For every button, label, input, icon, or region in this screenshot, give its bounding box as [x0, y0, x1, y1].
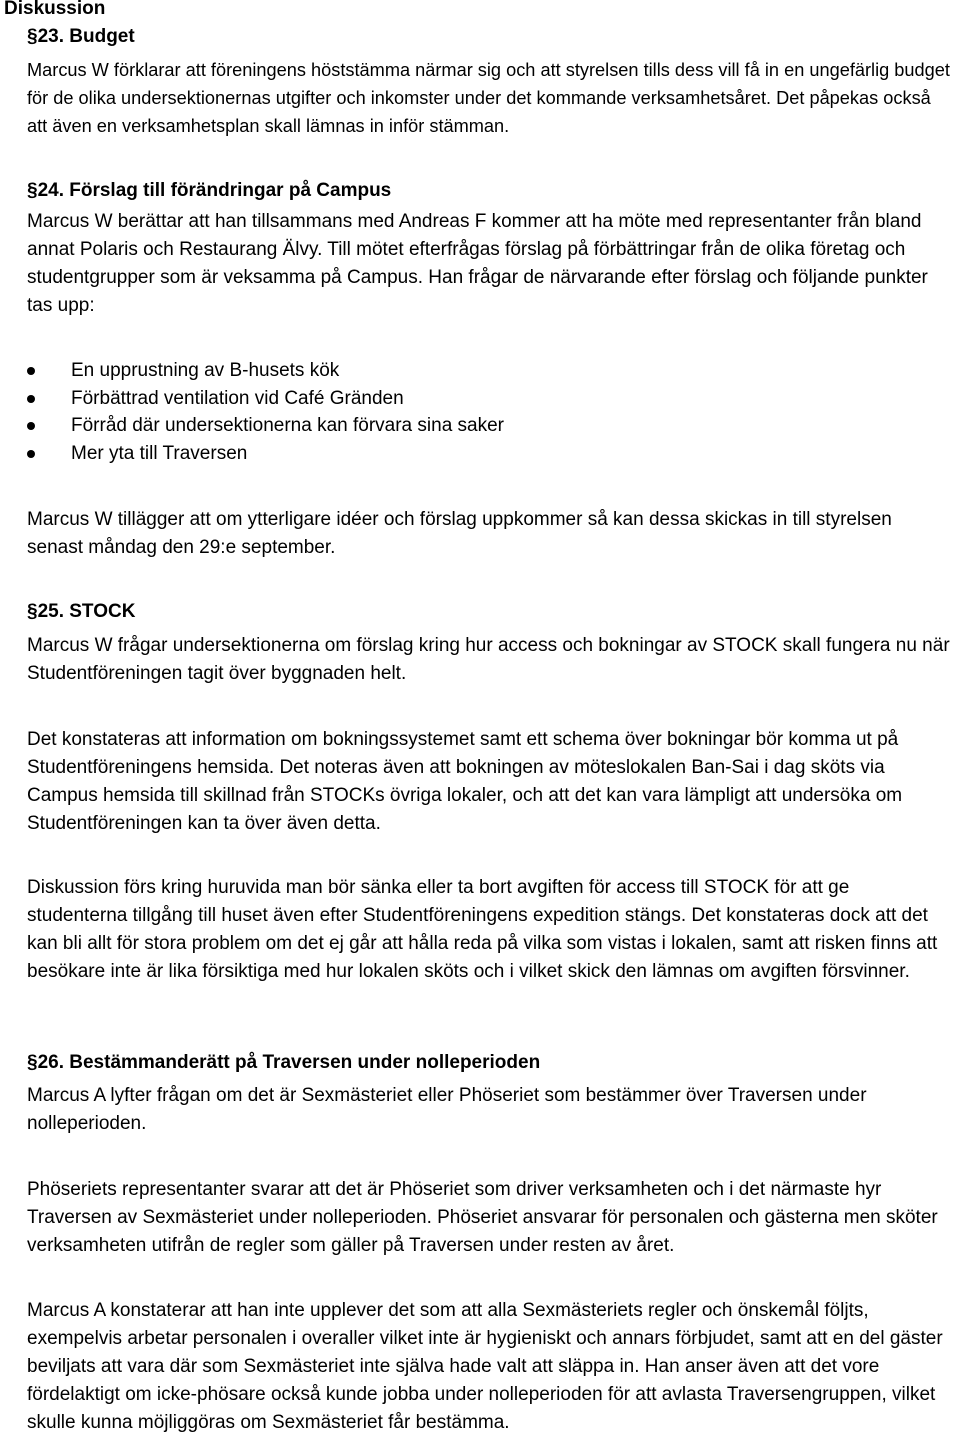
list-item-text: Förbättrad ventilation vid Café Gränden: [71, 387, 404, 409]
bullet-icon: [27, 395, 35, 403]
section-26-paragraph-2: Phöseriets representanter svarar att det är Phöseriet som driver verksamheten och i det närmaste hyr Traversen av Sexmästeriet under nolleperioden. Phöseriet ansvarar för personalen och gästerna men sköter verksamheten utifrån de regler som gäller på Traversen under resten av året.: [27, 1179, 938, 1256]
list-item: [27, 357, 504, 385]
section-24-bullet-list: [27, 357, 504, 467]
bullet-icon: [27, 450, 35, 458]
list-item: [27, 385, 504, 413]
section-25-paragraph-1: Marcus W frågar undersektionerna om förslag kring hur access och bokningar av STOCK skall fungera nu när Studentföreningen tagit över byggnaden helt.: [27, 635, 950, 684]
section-26-paragraph-3: Marcus A konstaterar att han inte upplever det som att alla Sexmästeriets regler och önskemål följts, exempelvis arbetar personalen i overaller vilket inte är hygieniskt och annars förbjudet, samt att en del gäster beviljats att vara där som Sexmästeriet inte själva hade valt att släppa in. Han anser även att det vore fördelaktigt om icke-phösare också kunde jobba under nolleperioden för att avlasta Traversengruppen, vilket skulle kunna möjliggöras om Sexmästeriet får bestämma.: [27, 1300, 943, 1433]
section-25-paragraph-3: Diskussion förs kring huruvida man bör sänka eller ta bort avgiften för access till STOCK för att ge studenterna tillgång till huset även efter Studentföreningens expedition stängs. Det konstateras dock att det kan bli allt för stora problem om det ej går att hålla reda på vilka som vistas i lokalen, samt att risken finns att besökare inte är lika försiktiga med hur lokalen sköts och i vilket skick den lämnas om avgiften försvinner.: [27, 877, 938, 982]
section-24-heading: §24. Förslag till förändringar på Campus: [27, 180, 392, 201]
discussion-heading: Diskussion: [4, 0, 106, 19]
list-item-text: En upprustning av B-husets kök: [71, 360, 340, 381]
section-25-paragraph-2: Det konstateras att information om bokningssystemet samt ett schema över bokningar bör komma ut på Studentföreningens hemsida. Det noteras även att bokningen av möteslokalen Ban-Sai i dag sköts via Campus hemsida till skillnad från STOCKs övriga lokaler, och att det kan vara lämpligt att undersöka om Studentföreningen kan ta över även detta.: [27, 729, 903, 834]
section-25-heading: §25. STOCK: [27, 601, 136, 622]
section-24-paragraph-1: Marcus W berättar att han tillsammans med Andreas F kommer att ha möte med representanter från bland annat Polaris och Restaurang Älvy. Till mötet efterfrågas förslag på förbättringar från de olika företag och studentgrupper som är veksamma på Campus. Han frågar de närvarande efter förslag och följande punkter tas upp:: [27, 211, 928, 316]
section-23-heading: §23. Budget: [27, 26, 135, 47]
section-26-paragraph-1: Marcus A lyfter frågan om det är Sexmästeriet eller Phöseriet som bestämmer över Traversen under nolleperioden.: [27, 1085, 867, 1134]
list-item: [27, 440, 504, 468]
list-item-text: Mer yta till Traversen: [71, 442, 248, 464]
list-item-text: Förråd där undersektionerna kan förvara sina saker: [71, 415, 505, 436]
section-24-paragraph-2: Marcus W tillägger att om ytterligare idéer och förslag uppkommer så kan dessa skickas in till styrelsen senast måndag den 29:e september.: [27, 509, 892, 558]
list-item: [27, 412, 504, 440]
section-26-heading: §26. Bestämmanderätt på Traversen under nolleperioden: [27, 1052, 541, 1073]
section-23-paragraph: Marcus W förklarar att föreningens höststämma närmar sig och att styrelsen tills dess vill få in en ungefärlig budget för de olika undersektionernas utgifter och inkomster under det kommande verksamhetsåret. Det påpekas också att även en verksamhetsplan skall lämnas in inför stämman.: [27, 60, 950, 136]
bullet-icon: [27, 422, 35, 430]
bullet-icon: [27, 367, 35, 375]
